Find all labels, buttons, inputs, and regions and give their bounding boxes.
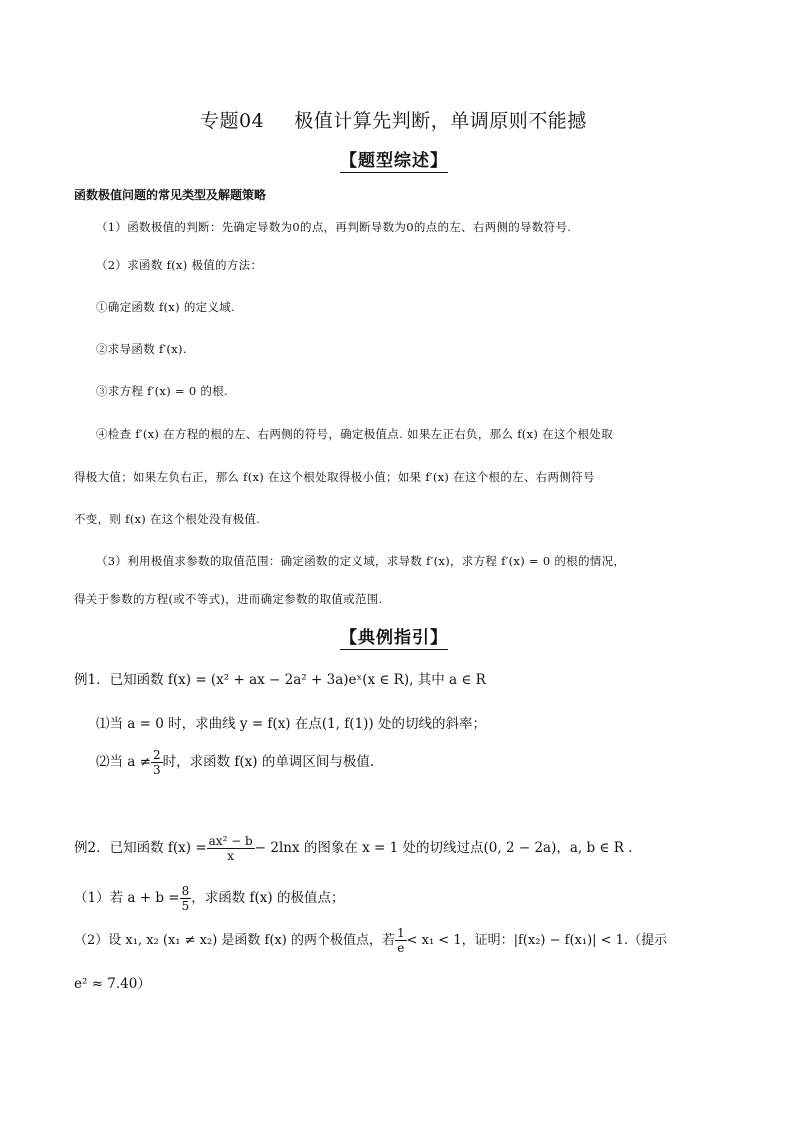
step-3: ③求方程 f′(x) = 0 的根. bbox=[96, 384, 228, 398]
stem-suffix: − 2lnx 的图象在 x = 1 处的切线过点(0, 2 − 2a)，a, b ∈ R . bbox=[254, 840, 633, 856]
q1-prefix: （1）若 a + b = bbox=[74, 890, 180, 906]
step-4-line-2: 得极大值；如果左负右正，那么 f(x) 在这个根处取得极小值；如果 f′(x) 在这个根的左、右两侧符号 bbox=[74, 470, 595, 484]
page-title bbox=[200, 106, 587, 133]
overview-paragraph-2: （2）求函数 f(x) 极值的方法： bbox=[96, 258, 263, 272]
q1-suffix: ，求函数 f(x) 的极值点； bbox=[191, 890, 345, 906]
examples-heading: 【典例指引】 bbox=[340, 623, 448, 650]
overview-heading: 【题型综述】 bbox=[340, 146, 448, 173]
title-number: 专题04 bbox=[200, 110, 265, 132]
fraction-numerator: 2 bbox=[152, 748, 161, 762]
q2-suffix: 时，求函数 f(x) 的单调区间与极值. bbox=[162, 754, 375, 770]
example-1-question-1: ⑴当 a = 0 时，求曲线 y = f(x) 在点(1, f(1)) 处的切线的斜率； bbox=[96, 716, 486, 732]
overview-paragraph-3-line-1: （3）利用极值求参数的取值范围：确定函数的定义域，求导数 f′(x)，求方程 f′(x) = 0 的根的情况， bbox=[96, 554, 626, 568]
overview-paragraph-1: （1）函数极值的判断：先确定导数为0的点，再判断导数为0的点的左、右两侧的导数符号. bbox=[96, 220, 572, 234]
overview-subheading: 函数极值问题的常见类型及解题策略 bbox=[74, 188, 267, 202]
example-1-stem: 例1．已知函数 f(x) = (x² + ax − 2a² + 3a)eˣ(x ∈ R), 其中 a ∈ R bbox=[74, 672, 486, 688]
overview-paragraph-3-line-2: 得关于参数的方程(或不等式)，进而确定参数的取值或范围. bbox=[74, 592, 383, 606]
example-1-question-2 bbox=[96, 748, 374, 777]
step-4-line-1: ④检查 f′(x) 在方程的根的左、右两侧的符号，确定极值点. 如果左正右负，那么 f(x) 在这个根处取 bbox=[96, 427, 613, 441]
fraction-numerator: 1 bbox=[396, 926, 405, 940]
fraction-numerator: 8 bbox=[181, 884, 190, 898]
step-4-line-3: 不变，则 f(x) 在这个根处没有极值. bbox=[74, 512, 261, 526]
example-2-question-1 bbox=[74, 884, 344, 913]
fraction bbox=[151, 748, 163, 777]
step-2: ②求导函数 f′(x). bbox=[96, 342, 187, 356]
q2-suffix: < x₁ < 1，证明：|f(x₂) − f(x₁)| < 1.（提示 bbox=[406, 933, 668, 948]
fraction bbox=[180, 884, 192, 913]
q2-prefix: ⑵当 a ≠ bbox=[96, 754, 151, 770]
step-1: ①确定函数 f(x) 的定义域. bbox=[96, 300, 235, 314]
fraction-denominator: 3 bbox=[152, 763, 161, 777]
stem-prefix: 例2．已知函数 f(x) = bbox=[74, 840, 207, 856]
fraction-denominator: e bbox=[397, 941, 405, 955]
example-2-stem bbox=[74, 834, 632, 863]
fraction bbox=[207, 834, 255, 863]
fraction-denominator: 5 bbox=[181, 899, 190, 913]
q2-prefix: （2）设 x₁, x₂ (x₁ ≠ x₂) 是函数 f(x) 的两个极值点，若 bbox=[74, 933, 395, 948]
fraction-denominator: x bbox=[227, 849, 235, 863]
fraction bbox=[395, 926, 407, 955]
example-2-question-2 bbox=[74, 926, 667, 955]
example-2-question-2-line-2: e² ≈ 7.40） bbox=[74, 976, 151, 992]
title-text: 极值计算先判断，单调原则不能撼 bbox=[294, 110, 587, 132]
fraction-numerator: ax² − b bbox=[208, 834, 253, 848]
